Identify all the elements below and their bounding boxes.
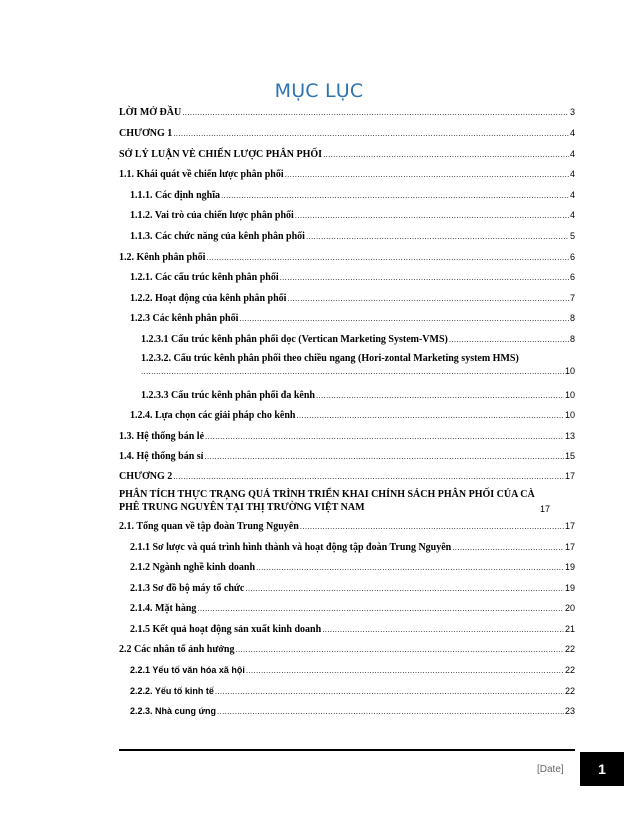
toc-entry-label: 2.1.4. Mặt hàng	[130, 603, 197, 614]
toc-entry-label: 1.3. Hệ thống bán lẻ	[119, 431, 205, 442]
dot-leader	[182, 108, 569, 117]
toc-entry-label: 1.1.1. Các định nghĩa	[130, 190, 221, 201]
dot-leader	[295, 211, 569, 220]
toc-entry-label: 1.1. Khái quát về chiến lược phân phối	[119, 169, 284, 180]
toc-entry-1-2-3-1[interactable]	[141, 334, 575, 345]
toc-entry-label: CHƯƠNG 1	[119, 128, 173, 139]
toc-entry-page: 13	[564, 431, 575, 441]
toc-entry-page: 22	[564, 665, 575, 675]
toc-entry-label: 2.2 Các nhân tố ảnh hưởng	[119, 644, 235, 655]
dot-leader	[205, 432, 564, 441]
dot-leader	[285, 170, 569, 179]
dot-leader	[287, 294, 569, 303]
toc-entry-page: 17	[564, 542, 575, 552]
toc-entry-2-2-1[interactable]	[130, 665, 575, 675]
toc-entry-2-1-4[interactable]	[130, 603, 575, 614]
dot-leader	[173, 129, 569, 138]
dot-leader	[280, 273, 569, 282]
toc-entry-label: 1.2.4. Lựa chọn các giải pháp cho kênh	[130, 410, 296, 421]
dot-leader	[173, 472, 564, 481]
toc-entry-label: SỞ LÝ LUẬN VÈ CHIẾN LƯỢC PHÂN PHỐI	[119, 149, 323, 160]
toc-entry-label: 1.2. Kênh phân phối	[119, 252, 206, 263]
dot-leader	[217, 707, 564, 716]
toc-entry-1-2-3-2[interactable]	[141, 353, 575, 376]
toc-entry-page: 8	[569, 313, 575, 323]
toc-entry-1-2-3-3[interactable]	[141, 390, 575, 401]
toc-entry-label: 2.2.2. Yếu tố kinh tế	[130, 686, 214, 696]
toc-entry-label: PHÂN TÍCH THỰC TRẠNG QUÁ TRÌNH TRIỂN KHAI CHÍNH SÁCH PHÂN PHỐI CỦA CÀ PHÊ TRUNG NGUYÊN TẠI THỊ TRƯỜNG VIỆT NAM	[119, 489, 535, 513]
toc-entry-2-1-3[interactable]	[130, 583, 575, 594]
toc-entry-1-2[interactable]	[119, 252, 575, 263]
toc-entry-label: 2.2.3. Nhà cung ứng	[130, 706, 217, 716]
toc-entry-page: 17	[564, 521, 575, 531]
dot-leader	[316, 391, 564, 400]
toc-entry-label: 1.2.3.3 Cấu trúc kênh phân phối đa kênh	[141, 390, 315, 401]
dot-leader	[239, 314, 569, 323]
toc-entry-page: 15	[564, 451, 575, 461]
toc-entry-page: 4	[569, 128, 575, 138]
toc-entry-2-2-3[interactable]	[130, 706, 575, 716]
dot-leader	[206, 253, 569, 262]
toc-entry-page: 10	[564, 390, 575, 400]
toc-entry-label: 2.1.3 Sơ đồ bộ máy tổ chức	[130, 583, 245, 594]
toc-entry-chuong-1[interactable]	[119, 128, 575, 139]
toc-entry-loi-mo-dau[interactable]	[119, 107, 575, 118]
toc-entry-1-3[interactable]	[119, 431, 575, 442]
toc-entry-page: 3	[569, 107, 575, 117]
dot-leader	[221, 191, 569, 200]
dot-leader	[215, 687, 564, 696]
dot-leader	[197, 604, 564, 613]
dot-leader	[449, 335, 569, 344]
toc-entry-page: 7	[569, 293, 575, 303]
toc-entry-label: 1.1.3. Các chức năng của kênh phân phối	[130, 231, 305, 242]
toc-entry-page: 22	[564, 644, 575, 654]
toc-entry-page: 20	[564, 603, 575, 613]
toc-entry-1-2-3[interactable]	[130, 313, 575, 324]
toc-entry-label: 2.1.2 Ngành nghề kinh doanh	[130, 562, 256, 573]
toc-entry-2-2-2[interactable]	[130, 686, 575, 696]
toc-entry-page: 17	[540, 504, 551, 514]
dot-leader	[452, 543, 564, 552]
toc-entry-page: 17	[564, 471, 575, 481]
dot-leader	[323, 150, 569, 159]
toc-entry-page: 10	[564, 410, 575, 420]
toc-entry-label: 1.2.3.2. Cấu trúc kênh phân phối theo chiều ngang (Hori-zontal Marketing system HMS)	[141, 353, 519, 364]
dot-leader	[141, 367, 564, 376]
dot-leader	[306, 232, 569, 241]
toc-entry-label: 2.1.1 Sơ lược và quá trình hình thành và hoạt động tập đoàn Trung Nguyên	[130, 542, 452, 553]
toc-entry-phan-tich-thuc-trang[interactable]	[119, 488, 575, 514]
toc-entry-1-2-2[interactable]	[130, 293, 575, 304]
toc-entry-co-so-ly-luan[interactable]	[119, 149, 575, 160]
toc-entry-1-1-1[interactable]	[130, 190, 575, 201]
dot-leader	[245, 584, 564, 593]
toc-entry-label: 2.1. Tổng quan về tập đoàn Trung Nguyên	[119, 521, 299, 532]
page-number-badge: 1	[580, 752, 624, 786]
toc-entry-label: 1.2.2. Hoạt động của kênh phân phối	[130, 293, 287, 304]
toc-entry-page: 19	[564, 583, 575, 593]
toc-entry-page: 6	[569, 272, 575, 282]
toc-entry-label: 2.1.5 Kết quả hoạt động sản xuất kinh doanh	[130, 624, 322, 635]
toc-entry-chuong-2[interactable]	[119, 471, 575, 482]
toc-entry-1-1[interactable]	[119, 169, 575, 180]
dot-leader	[296, 411, 564, 420]
dot-leader	[322, 625, 564, 634]
toc-entry-label: 1.2.3.1 Cấu trúc kênh phân phối dọc (Vertican Marketing System-VMS)	[141, 334, 448, 345]
toc-entry-2-2[interactable]	[119, 644, 575, 655]
dot-leader	[300, 522, 564, 531]
toc-entry-page: 21	[564, 624, 575, 634]
toc-entry-label: LỜI MỞ ĐẦU	[119, 107, 182, 118]
dot-leader	[256, 563, 564, 572]
toc-entry-2-1-5[interactable]	[130, 624, 575, 635]
toc-entry-page: 5	[569, 231, 575, 241]
toc-entry-page: 4	[569, 210, 575, 220]
toc-entry-page: 22	[564, 686, 575, 696]
toc-entry-page: 10	[564, 366, 575, 376]
toc-entry-page: 6	[569, 252, 575, 262]
toc-title: MỤC LỤC	[274, 80, 364, 102]
footer-date: [Date]	[537, 764, 564, 775]
toc-entry-label: 1.2.1. Các cấu trúc kênh phân phối	[130, 272, 279, 283]
toc-entry-1-1-2[interactable]	[130, 210, 575, 221]
toc-entry-1-4[interactable]	[119, 451, 575, 462]
dot-leader	[204, 452, 564, 461]
toc-entry-2-1-2[interactable]	[130, 562, 575, 573]
dot-leader	[235, 645, 564, 654]
footer-divider	[119, 749, 575, 751]
toc-entry-page: 4	[569, 190, 575, 200]
toc-entry-label: 2.2.1 Yếu tố văn hóa xã hội	[130, 665, 245, 675]
toc-entry-page: 4	[569, 149, 575, 159]
dot-leader	[246, 666, 564, 675]
toc-entry-page: 4	[569, 169, 575, 179]
toc-entry-1-2-1[interactable]	[130, 272, 575, 283]
toc-entry-label: CHƯƠNG 2	[119, 471, 173, 482]
toc-entry-2-1[interactable]	[119, 521, 575, 532]
toc-entry-page: 8	[569, 334, 575, 344]
toc-entry-1-2-4[interactable]	[130, 410, 575, 421]
toc-entry-1-1-3[interactable]	[130, 231, 575, 242]
toc-entry-2-1-1[interactable]	[130, 542, 575, 553]
toc-entry-label: 1.1.2. Vai trò của chiến lược phân phối	[130, 210, 294, 221]
toc-entry-label: 1.2.3 Các kênh phân phối	[130, 313, 239, 324]
toc-entry-label: 1.4. Hệ thống bán sỉ	[119, 451, 204, 462]
toc-entry-page: 23	[564, 706, 575, 716]
toc-entry-page: 19	[564, 562, 575, 572]
